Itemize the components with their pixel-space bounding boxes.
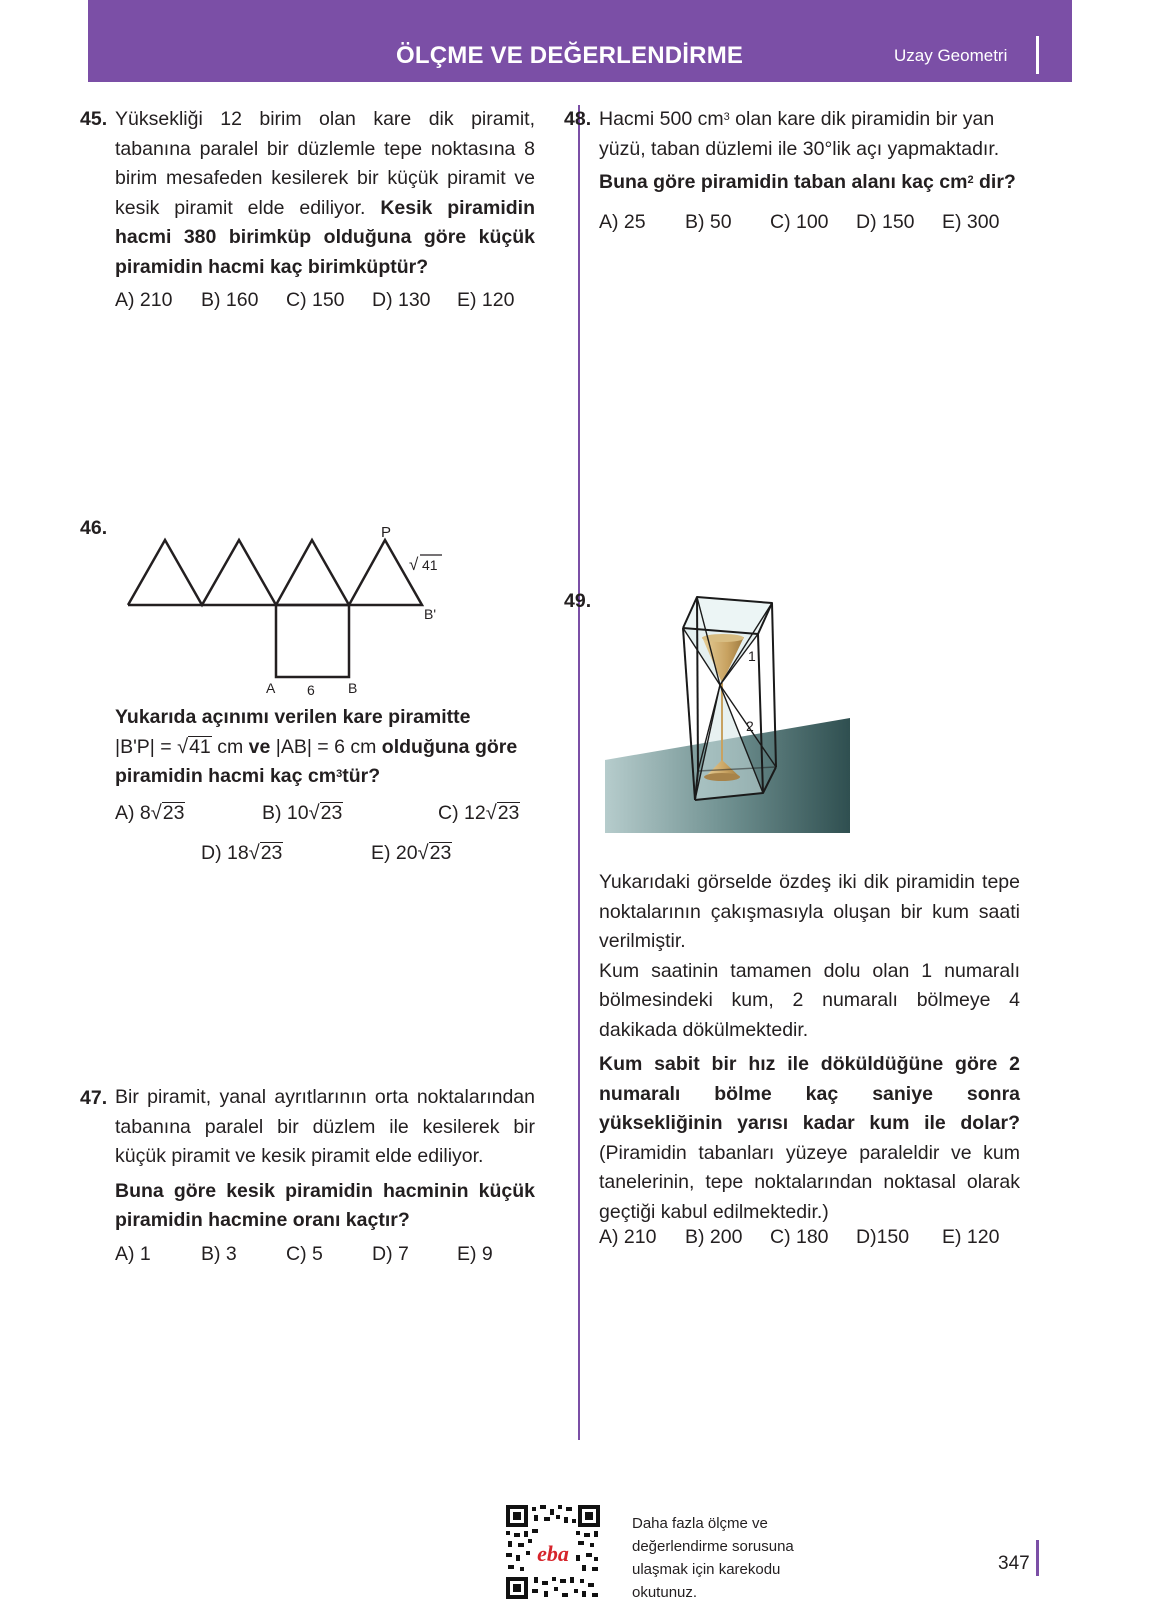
q48-line2: yüzü, taban düzlemi ile 30°lik açı yapmaktadır. xyxy=(599,137,1000,160)
q49-text xyxy=(599,868,1020,1227)
q46-label-p: P xyxy=(381,524,392,541)
q47-choices xyxy=(115,1240,535,1270)
q47-choice-d[interactable]: D) 7 xyxy=(372,1243,409,1265)
q47-text-bold: Buna göre kesik piramidin hacminin küçük piramidin hacmine oranı kaçtır? xyxy=(115,1179,535,1231)
q46-triangles xyxy=(128,540,422,605)
header-subject: Uzay Geometri xyxy=(894,46,1008,65)
q47-choice-c[interactable]: C) 5 xyxy=(286,1243,323,1265)
qr-code[interactable] xyxy=(506,1505,600,1599)
q46-label-b: B xyxy=(348,680,358,696)
q45-choice-d[interactable]: D) 130 xyxy=(372,289,431,311)
q45-text-bold: Kesik piramidin hacmi 380 birimküp olduğuna göre küçük piramidin hacmi kaç birimküptür? xyxy=(115,196,535,278)
q47-text xyxy=(115,1083,535,1236)
q46-choice-e[interactable]: E) 20√23 xyxy=(371,842,452,864)
q48-choice-e[interactable]: E) 300 xyxy=(942,211,1000,233)
q46-choice-c[interactable]: C) 12√23 xyxy=(438,802,520,824)
q46-net-figure xyxy=(110,518,470,703)
q47-text-plain: Bir piramit, yanal ayrıtlarının orta noktalarından tabanına paralel bir düzlem ile kesilerek bir küçük piramit ve kesik piramit elde ediliyor. xyxy=(115,1086,535,1167)
q47-choice-a[interactable]: A) 1 xyxy=(115,1243,151,1265)
q49-text-plain2: Kum saatinin tamamen dolu olan 1 numaralı bölmesindeki kum, 2 numaralı bölmeye 4 dakikada dökülmektedir. xyxy=(599,959,1020,1041)
q49-choice-d[interactable]: D)150 xyxy=(856,1226,910,1248)
q46-square-base xyxy=(276,605,349,677)
qr-caption: Daha fazla ölçme ve değerlendirme sorusuna ulaşmak için karekodu okutunuz. xyxy=(632,1515,794,1601)
q46-number: 46. xyxy=(80,517,108,539)
q49-label-2: 2 xyxy=(746,718,754,734)
q46-choice-a[interactable]: A) 8√23 xyxy=(115,802,185,824)
header-divider xyxy=(1036,36,1039,74)
column-divider xyxy=(578,105,580,1440)
q48-number: 48. xyxy=(564,108,592,130)
q45-text-plain: Yüksekliği 12 birim olan kare dik piramit, tabanına paralel bir düzlemle tepe noktasına 8 birim mesafeden kesilerek bir küçük piramit ve kesik piramit elde ediliyor. xyxy=(115,108,535,219)
q46-line2: |B'P| = √41 cm ve |AB| = 6 cm olduğuna göre xyxy=(115,735,518,758)
page-number-bar xyxy=(1036,1540,1039,1576)
q49-choice-c[interactable]: C) 180 xyxy=(770,1226,829,1248)
q49-choices xyxy=(599,1223,1024,1253)
q47-choice-b[interactable]: B) 3 xyxy=(201,1243,237,1265)
q46-choice-b[interactable]: B) 10√23 xyxy=(262,802,343,824)
q45-number: 45. xyxy=(80,108,108,130)
q46-sqrt-sign: √ xyxy=(409,555,419,574)
q49-number: 49. xyxy=(564,590,592,612)
q45-choice-e[interactable]: E) 120 xyxy=(457,289,515,311)
q47-number: 47. xyxy=(80,1087,108,1109)
q46-label-6: 6 xyxy=(307,682,315,698)
q45-choice-a[interactable]: A) 210 xyxy=(115,289,173,311)
q48-choice-d[interactable]: D) 150 xyxy=(856,211,915,233)
q49-choice-b[interactable]: B) 200 xyxy=(685,1226,743,1248)
q46-label-bprime: B' xyxy=(424,606,437,622)
q49-label-1: 1 xyxy=(748,648,756,664)
q46-label-a: A xyxy=(266,680,276,696)
q45-text xyxy=(115,105,535,282)
q46-line3: piramidin hacmi kaç $cm^3tür$? xyxy=(115,765,381,787)
q48-text xyxy=(599,105,1024,198)
q45-choice-c[interactable]: C) 150 xyxy=(286,289,345,311)
q46-choice-d[interactable]: D) 18√23 xyxy=(201,842,283,864)
q48-question: Buna göre piramidin taban alanı kaç $cm^2$ dir? xyxy=(599,171,1016,193)
header-title: ÖLÇME VE DEĞERLENDİRME xyxy=(396,42,744,69)
q49-hourglass-figure xyxy=(600,585,855,835)
eba-logo: eba xyxy=(537,1541,569,1566)
q48-choice-c[interactable]: C) 100 xyxy=(770,211,829,233)
q48-line1: Hacmi 500 $cm^3$ olan kare dik piramidin bir yan xyxy=(599,108,995,130)
q45-choice-b[interactable]: B) 160 xyxy=(201,289,259,311)
q48-choices xyxy=(599,208,1024,238)
q49-choice-e[interactable]: E) 120 xyxy=(942,1226,1000,1248)
q48-choice-a[interactable]: A) 25 xyxy=(599,211,646,233)
page-number: 347 xyxy=(998,1553,1030,1574)
q49-choice-a[interactable]: A) 210 xyxy=(599,1226,657,1248)
page-header xyxy=(88,0,1072,82)
q47-choice-e[interactable]: E) 9 xyxy=(457,1243,493,1265)
q46-label-sqrt41: 41 xyxy=(422,557,438,573)
q48-choice-b[interactable]: B) 50 xyxy=(685,211,732,233)
q46-line1: Yukarıda açınımı verilen kare piramitte xyxy=(115,706,471,728)
q49-question: Kum sabit bir hız ile döküldüğüne göre 2 numaralı bölme kaç saniye sonra yüksekliğinin yarısı kadar kum ile dolar? (Piramidin tabanları yüzeye paraleldir ve kum tanelerinin, tepe noktalarından noktasal olarak geçtiği kabul edilmektedir.) xyxy=(599,1053,1020,1223)
q46-text xyxy=(115,703,540,792)
q45-choices xyxy=(115,286,535,316)
q49-text-plain: Yukarıdaki görselde özdeş iki dik piramidin tepe noktalarının çakışmasıyla oluşan bir kum saati verilmiştir. xyxy=(599,871,1020,952)
